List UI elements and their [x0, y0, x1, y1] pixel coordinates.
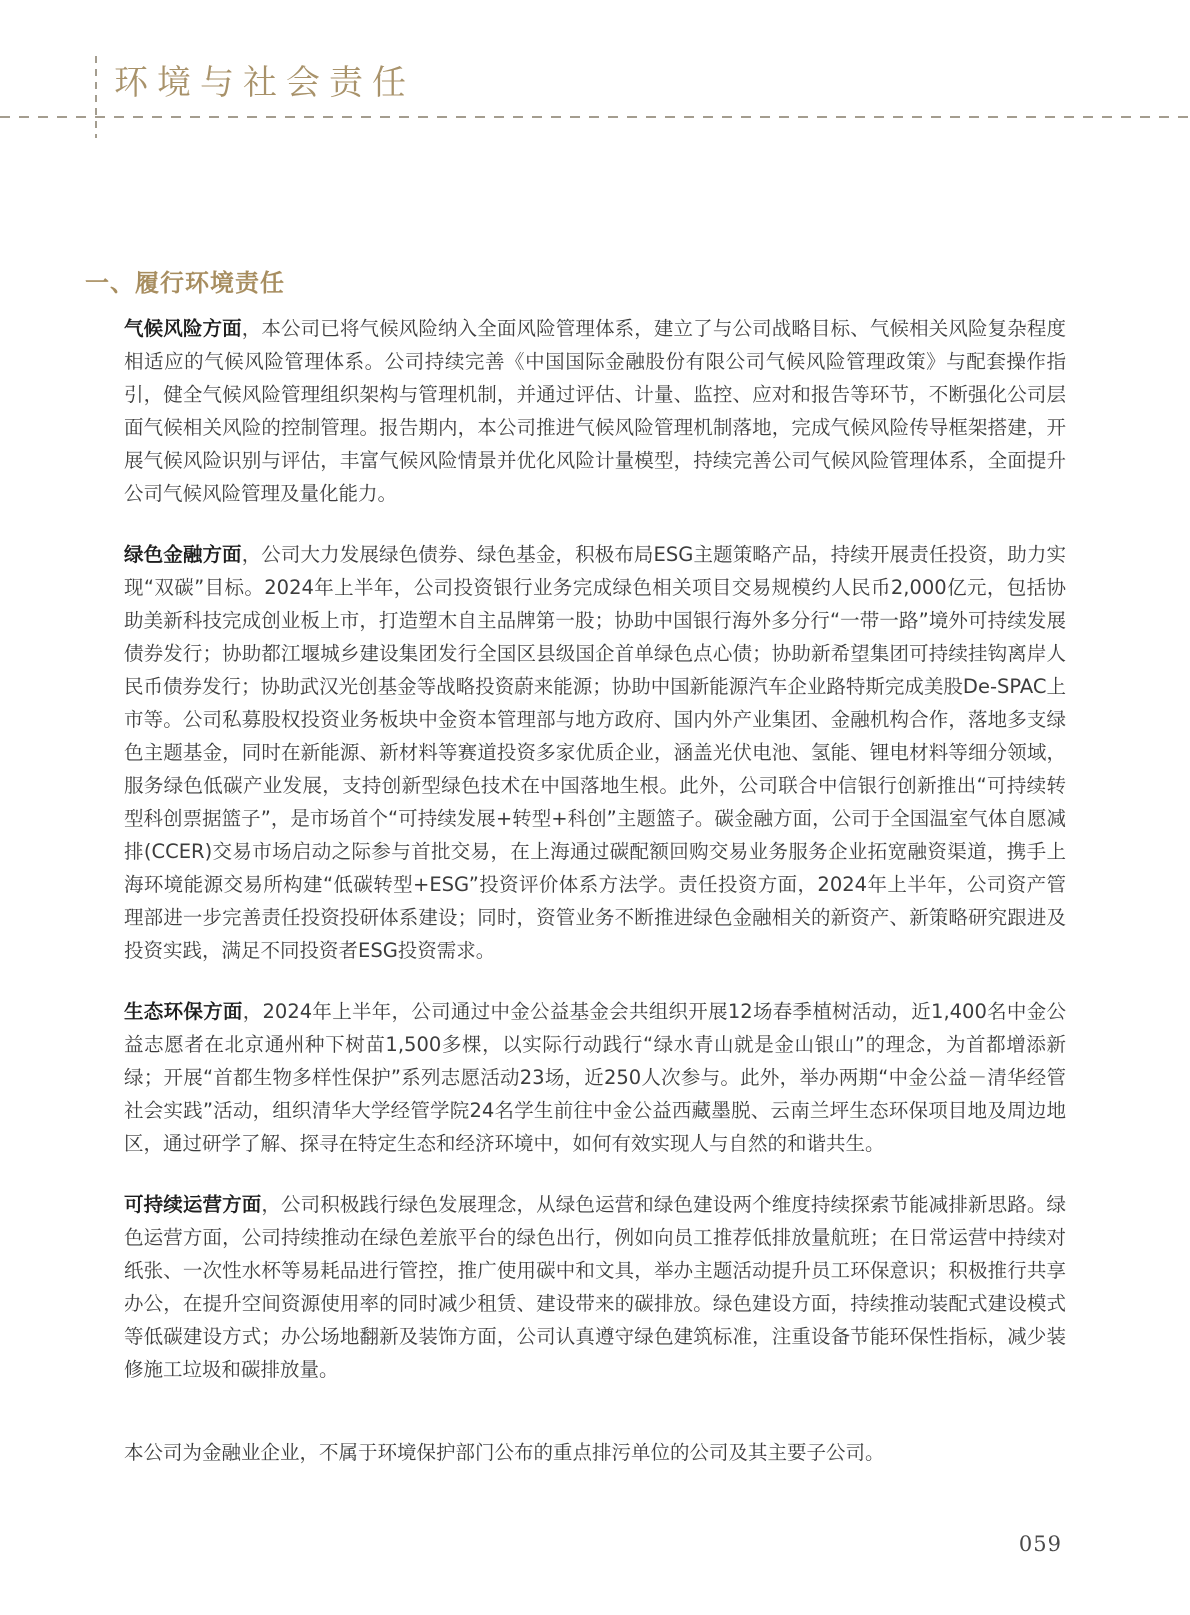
paragraph-lead: 绿色金融方面: [124, 543, 242, 566]
header-horizontal-dashed-line: [0, 116, 1190, 118]
chapter-title: 环境与社会责任: [114, 63, 415, 103]
paragraph-body: ，公司大力发展绿色债券、绿色基金，积极布局ESG主题策略产品，持续开展责任投资，助力实现“双碳”目标。2024年上半年，公司投资银行业务完成绿色相关项目交易规模约人民币2,000亿元，包括协助美新科技完成创业板上市，打造塑木自主品牌第一股；协助中国银行海外多分行“一带一路”境外可持续发展债券发行；协助都江堰城乡建设集团发行全国区县级国企首单绿色点心债；协助新希望集团可持续挂钩离岸人民币债券发行；协助武汉光创基金等战略投资蔚来能源；协助中国新能源汽车企业路特斯完成美股De-SPAC上市等。公司私募股权投资业务板块中金资本管理部与地方政府、国内外产业集团、金融机构合作，落地多支绿色主题基金，同时在新能源、新材料等赛道投资多家优质企业，涵盖光伏电池、氢能、锂电材料等细分领域，服务绿色低碳产业发展，支持创新型绿色技术在中国落地生根。此外，公司联合中信银行创新推出“可持续转型科创票据篮子”，是市场首个“可持续发展+转型+科创”主题篮子。碳金融方面，公司于全国温室气体自愿减排(CCER)交易市场启动之际参与首批交易，在上海通过碳配额回购交易业务服务企业拓宽融资渠道，携手上海环境能源交易所构建“低碳转型+ESG”投资评价体系方法学。责任投资方面，2024年上半年，公司资产管理部进一步完善责任投资投研体系建设；同时，资管业务不断推进绿色金融相关的新资产、新策略研究跟进及投资实践，满足不同投资者ESG投资需求。: [124, 543, 1066, 962]
paragraph-green-finance: [124, 538, 1066, 967]
paragraph-lead: 可持续运营方面: [124, 1193, 262, 1216]
paragraph-body: ，2024年上半年，公司通过中金公益基金会共组织开展12场春季植树活动，近1,400名中金公益志愿者在北京通州种下树苗1,500多棵，以实际行动践行“绿水青山就是金山银山”的理念，为首都增添新绿；开展“首都生物多样性保护”系列志愿活动23场，近250人次参与。此外，举办两期“中金公益－清华经管社会实践”活动，组织清华大学经管学院24名学生前往中金公益西藏墨脱、云南兰坪生态环保项目地及周边地区，通过研学了解、探寻在特定生态和经济环境中，如何有效实现人与自然的和谐共生。: [124, 1000, 1066, 1155]
paragraph-body: ，公司积极践行绿色发展理念，从绿色运营和绿色建设两个维度持续探索节能减排新思路。绿色运营方面，公司持续推动在绿色差旅平台的绿色出行，例如向员工推荐低排放量航班；在日常运营中持续对纸张、一次性水杯等易耗品进行管控，推广使用碳中和文具，举办主题活动提升员工环保意识；积极推行共享办公，在提升空间资源使用率的同时减少租赁、建设带来的碳排放。绿色建设方面，持续推动装配式建设模式等低碳建设方式；办公场地翻新及装饰方面，公司认真遵守绿色建筑标准，注重设备节能环保性指标，减少装修施工垃圾和碳排放量。: [124, 1193, 1066, 1381]
paragraph-eco-protection: [124, 995, 1066, 1160]
page-number: 059: [1018, 1532, 1062, 1556]
section-heading: 一、履行环境责任: [85, 269, 285, 297]
paragraph-closing-statement: 本公司为金融业企业，不属于环境保护部门公布的重点排污单位的公司及其主要子公司。: [124, 1441, 885, 1464]
section-content: [124, 312, 1066, 1497]
header-vertical-dashed-line: [95, 56, 97, 138]
paragraph-sustainable-operation: [124, 1188, 1066, 1386]
paragraph-lead: 生态环保方面: [124, 1000, 243, 1023]
paragraph-lead: 气候风险方面: [124, 317, 242, 340]
paragraph-climate-risk: [124, 312, 1066, 510]
paragraph-body: ，本公司已将气候风险纳入全面风险管理体系，建立了与公司战略目标、气候相关风险复杂程度相适应的气候风险管理体系。公司持续完善《中国国际金融股份有限公司气候风险管理政策》与配套操作指引，健全气候风险管理组织架构与管理机制，并通过评估、计量、监控、应对和报告等环节，不断强化公司层面气候相关风险的控制管理。报告期内，本公司推进气候风险管理机制落地，完成气候风险传导框架搭建，开展气候风险识别与评估，丰富气候风险情景并优化风险计量模型，持续完善公司气候风险管理体系，全面提升公司气候风险管理及量化能力。: [124, 317, 1066, 505]
